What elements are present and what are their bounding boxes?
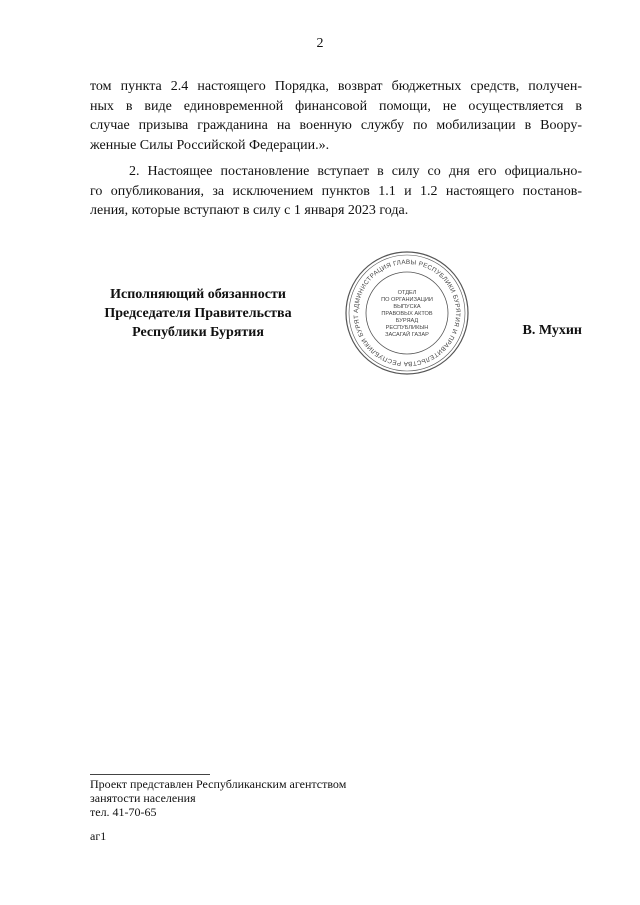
footnote-divider [90,774,210,775]
svg-text:БУРЯАД: БУРЯАД [395,318,419,324]
svg-text:ОТДЕЛ: ОТДЕЛ [397,290,417,296]
page-number: 2 [316,36,324,51]
paragraph-line: 2. Настоящее постановление вступает в силу со дня его официально- [129,164,582,179]
signer-position-line: Республики Бурятия [132,325,264,340]
signer-position-line: Председателя Правительства [104,306,292,321]
project-note-line: занятости населения [90,791,196,805]
signer-position [78,285,318,342]
svg-text:ПО ОРГАНИЗАЦИИ: ПО ОРГАНИЗАЦИИ [381,297,433,303]
paragraph-effective-date [90,162,582,221]
svg-text:ЗАСАГАЙ ГАЗАР: ЗАСАГАЙ ГАЗАР [385,332,429,338]
signer-name: В. Мухин [522,323,582,338]
project-note-line: Проект представлен Республиканским агентством [90,777,347,791]
paragraph-line: женные Силы Российской Федерации.». [90,137,330,153]
registration-code: аг1 [90,829,107,843]
signer-position-line: Исполняющий обязанности [110,287,286,302]
paragraph-line: ных в виде единовременной финансовой помощи, не осуществляется в [90,98,582,114]
paragraph-line: ления, которые вступают в силу с 1 января 2023 года. [90,203,409,219]
paragraph-continuation [90,77,582,155]
project-note [90,777,346,819]
official-seal [344,250,470,376]
svg-text:АДМИНИСТРАЦИЯ ГЛАВЫ РЕСПУБЛИКИ: АДМИНИСТРАЦИЯ ГЛАВЫ РЕСПУБЛИКИ БУРЯТИЯ И ПРАВИТЕЛЬСТВА РЕСПУБЛИКИ БУРЯТ [352,258,462,368]
paragraph-line: го опубликования, за исключением пунктов 1.1 и 1.2 настоящего постанов- [90,183,582,199]
svg-text:РЕСПУБЛИКЫН: РЕСПУБЛИКЫН [385,325,429,331]
svg-text:ВЫПУСКА: ВЫПУСКА [393,304,421,310]
project-note-line: тел. 41-70-65 [90,805,157,819]
paragraph-line: том пункта 2.4 настоящего Порядка, возврат бюджетных средств, получен- [90,79,582,94]
paragraph-line: случае призыва гражданина на военную службу по мобилизации в Воору- [90,118,582,134]
svg-text:ПРАВОВЫХ АКТОВ: ПРАВОВЫХ АКТОВ [381,311,433,317]
